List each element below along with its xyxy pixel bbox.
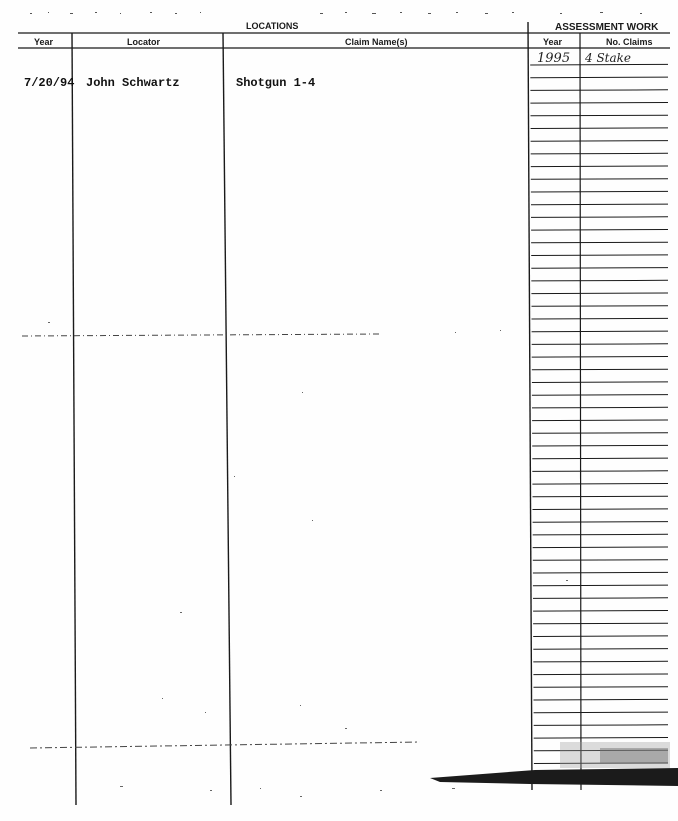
assessment-row-rule: [531, 191, 668, 192]
assessment-row-rule: [532, 445, 668, 446]
scan-noise-top: [30, 12, 642, 14]
assessment-row-rule: [531, 242, 668, 243]
scan-noise-specks: [48, 322, 568, 797]
locations-header: LOCATIONS: [246, 21, 299, 31]
assessment-row-rule: [533, 496, 669, 497]
assessment-row-rule: [533, 623, 668, 624]
assessment-row-rule: [531, 280, 668, 281]
assessment-row-rule: [531, 204, 668, 205]
assessment-row-rule: [533, 534, 668, 535]
assessment-row-rule: [531, 268, 668, 269]
location-year: 7/20/94: [24, 76, 75, 90]
assessment-row-rule: [531, 166, 668, 167]
assessment-row-rule: [532, 484, 668, 485]
assessment-row-rule: [532, 306, 669, 307]
divider-locator-claims: [223, 33, 231, 805]
assessment-row-rule: [532, 420, 668, 421]
assessment-row-rule: [533, 585, 668, 586]
assessment-row-rule: [531, 217, 668, 218]
assessment-row-rule: [531, 115, 669, 116]
assessment-row-rule: [532, 395, 668, 396]
assessment-row-rule: [530, 103, 668, 104]
assessment-row-rule: [532, 471, 668, 472]
col-header-locator: Locator: [127, 37, 161, 47]
assessment-row-rule: [532, 433, 668, 434]
divider-year-locator: [72, 33, 76, 805]
assessment-no-claims: 4 Stake: [585, 51, 632, 65]
assessment-row-rule: [533, 598, 668, 599]
assessment-row-rule: [534, 725, 668, 726]
assessment-row-rule: [533, 636, 668, 637]
assessment-row-rule: [532, 331, 668, 332]
assessment-row-rule: [533, 649, 668, 650]
assessment-rows: [530, 64, 668, 776]
assessment-row-rule: [531, 255, 668, 256]
assessment-row-rule: [533, 560, 668, 561]
assessment-row-rule: [533, 572, 668, 573]
assessment-row-rule: [531, 141, 668, 142]
assessment-row-rule: [532, 318, 669, 319]
section-break-1: [22, 334, 380, 336]
assessment-year: 1995: [537, 51, 571, 66]
assessment-row-rule: [532, 344, 668, 345]
assessment-row-rule: [532, 407, 668, 408]
divider-locations-assessment: [528, 22, 532, 790]
assessment-row-rule: [533, 547, 668, 548]
assessment-work-header: ASSESSMENT WORK: [555, 22, 659, 33]
assessment-row-rule: [533, 661, 668, 662]
assessment-row-rule: [532, 369, 668, 370]
assessment-row-rule: [534, 687, 669, 688]
assessment-row-rule: [532, 357, 668, 358]
assessment-row-rule: [531, 128, 668, 129]
assessment-row-rule: [530, 77, 668, 78]
assessment-row-rule: [530, 90, 668, 91]
assessment-row-rule: [534, 712, 668, 713]
assessment-row-rule: [533, 674, 668, 675]
col-header-year: Year: [34, 37, 54, 47]
location-locator: John Schwartz: [86, 76, 180, 90]
assessment-row-rule: [531, 179, 668, 180]
assessment-row-rule: [533, 522, 668, 523]
assessment-row-rule: [532, 458, 668, 459]
assessment-row-rule: [534, 738, 668, 739]
col-header-claim-names: Claim Name(s): [345, 37, 408, 47]
location-claim-names: Shotgun 1-4: [236, 76, 316, 90]
assessment-row-rule: [531, 293, 668, 294]
assessment-row-rule: [534, 699, 669, 700]
scan-smudge: [430, 742, 678, 786]
col-header-assess-year: Year: [543, 37, 563, 47]
section-break-2: [30, 742, 420, 748]
assessment-row-rule: [532, 382, 668, 383]
assessment-row-rule: [531, 230, 668, 231]
assessment-row-rule: [533, 611, 668, 612]
divider-assess-year-claims: [580, 33, 581, 790]
assessment-row-rule: [533, 509, 669, 510]
col-header-no-claims: No. Claims: [606, 37, 653, 47]
assessment-row-rule: [531, 153, 668, 154]
